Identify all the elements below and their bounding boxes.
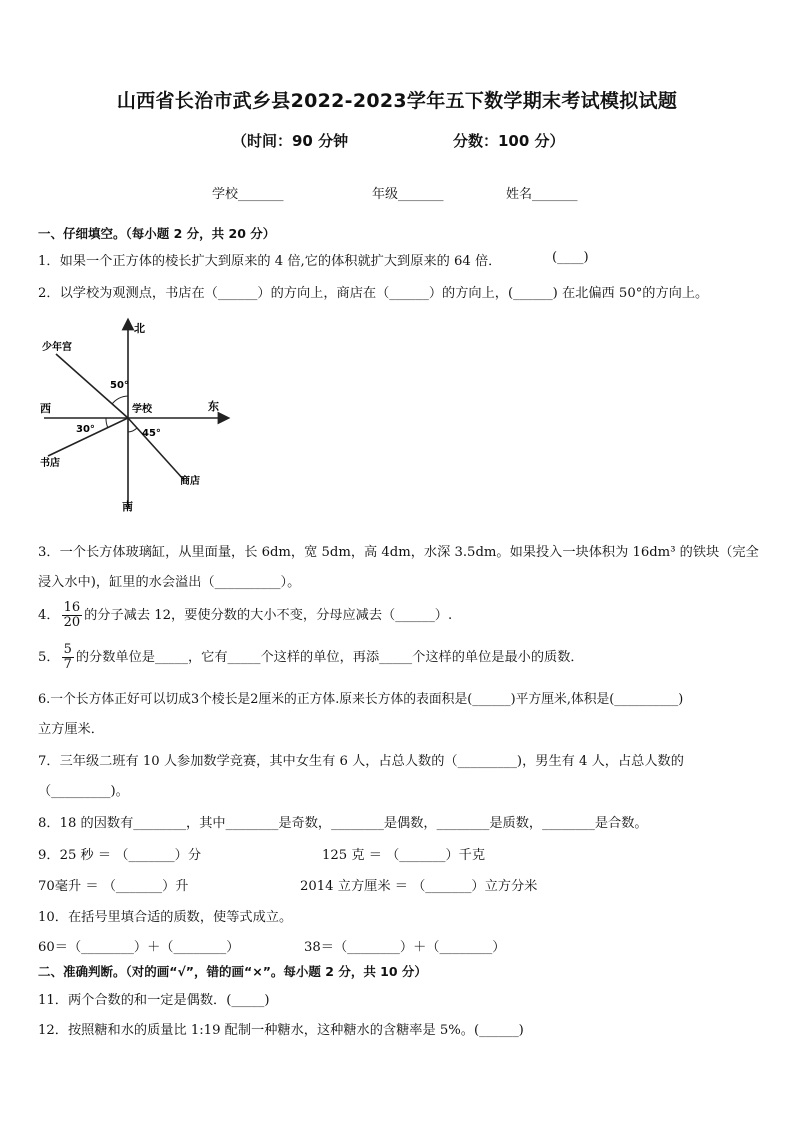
section-2-heading: 二、准确判断。（对的画“√”，错的画“×”。每小题 2 分，共 10 分） <box>38 964 427 979</box>
exam-time: （时间：90 分钟 <box>232 132 349 150</box>
question-9-a: 9．25 秒 ＝ （_______）分 <box>38 848 202 863</box>
compass-diagram <box>36 316 236 516</box>
question-9-b: 125 克 ＝ （_______）千克 <box>322 848 486 863</box>
label-youth-palace: 少年宫 <box>42 342 72 353</box>
question-6-line-1: 6.一个长方体正好可以切成3个棱长是2厘米的正方体.原来长方体的表面积是(______)平方厘米,体积是(__________) <box>38 692 684 707</box>
question-1: 1．如果一个正方体的棱长扩大到原来的 4 倍,它的体积就扩大到原来的 64 倍． <box>38 254 502 269</box>
grade-field[interactable]: 年级_______ <box>372 187 444 202</box>
question-10-a: 60＝（________）＋（________） <box>38 940 240 955</box>
school-field[interactable]: 学校_______ <box>212 187 284 202</box>
question-2: 2．以学校为观测点，书店在（______）的方向上，商店在（______）的方向上，(______) 在北偏西 50°的方向上。 <box>38 286 709 301</box>
fraction-denominator: 20 <box>63 615 81 630</box>
label-shop: 商店 <box>180 476 200 487</box>
question-4-prefix: 4． <box>38 608 60 623</box>
angle-50-arc <box>112 396 128 404</box>
question-12: 12．按照糖和水的质量比 1:19 配制一种糖水，这种糖水的含糖率是 5%。(______) <box>38 1023 524 1038</box>
fraction-numerator: 16 <box>63 600 81 615</box>
question-7-line-2: （_________)。 <box>38 784 129 799</box>
label-angle-50: 50° <box>110 380 129 391</box>
fraction-16-20 <box>62 601 83 630</box>
question-6-line-2: 立方厘米． <box>38 722 104 737</box>
question-7-line-1: 7．三年级二班有 10 人参加数学竞赛，其中女生有 6 人，占总人数的（_________)，男生有 4 人，占总人数的 <box>38 754 684 769</box>
question-4 <box>38 598 452 634</box>
question-4-text: 的分子减去 12，要使分数的大小不变，分母应减去（______）. <box>84 608 453 623</box>
question-11: 11．两个合数的和一定是偶数．(_____) <box>38 993 270 1008</box>
fraction-numerator: 5 <box>63 642 72 657</box>
question-5 <box>38 640 584 676</box>
question-5-text: 的分数单位是_____，它有_____个这样的单位，再添_____个这样的单位是最小的质数． <box>75 650 584 665</box>
section-1-heading: 一、仔细填空。（每小题 2 分，共 20 分） <box>38 226 276 241</box>
angle-30-arc <box>106 418 108 428</box>
exam-score: 分数：100 分） <box>453 132 565 150</box>
question-8: 8．18 的因数有________，其中________是奇数，________是偶数，________是质数，________是合数。 <box>38 816 648 831</box>
question-5-prefix: 5． <box>38 650 60 665</box>
question-3-line-1: 3．一个长方体玻璃缸，从里面量，长 6dm，宽 5dm，高 4dm，水深 3.5dm。如果投入一块体积为 16dm³ 的铁块（完全 <box>38 545 759 560</box>
label-north: 北 <box>134 322 145 335</box>
label-south: 南 <box>122 500 133 513</box>
question-3-line-2: 浸入水中)，缸里的水会溢出（__________）。 <box>38 575 301 590</box>
question-10-b: 38＝（________）＋（________） <box>304 940 506 955</box>
name-field[interactable]: 姓名_______ <box>506 187 578 202</box>
label-west: 西 <box>40 402 51 415</box>
label-angle-30: 30° <box>76 424 95 435</box>
fraction-denominator: 7 <box>63 657 72 672</box>
question-10: 10．在括号里填合适的质数，使等式成立。 <box>38 910 293 925</box>
angle-45-arc <box>128 428 137 432</box>
question-9-c: 70毫升 ＝ （_______）升 <box>38 879 189 894</box>
label-school: 学校 <box>132 404 152 415</box>
label-east: 东 <box>208 400 219 413</box>
fraction-5-7 <box>62 643 74 672</box>
label-angle-45: 45° <box>142 428 161 439</box>
question-1-blank[interactable]: (____) <box>552 250 589 265</box>
question-9-d: 2014 立方厘米 ＝ （_______）立方分米 <box>300 879 538 894</box>
label-bookstore: 书店 <box>40 458 60 469</box>
page-title: 山西省长治市武乡县2022-2023学年五下数学期末考试模拟试题 <box>116 90 678 112</box>
